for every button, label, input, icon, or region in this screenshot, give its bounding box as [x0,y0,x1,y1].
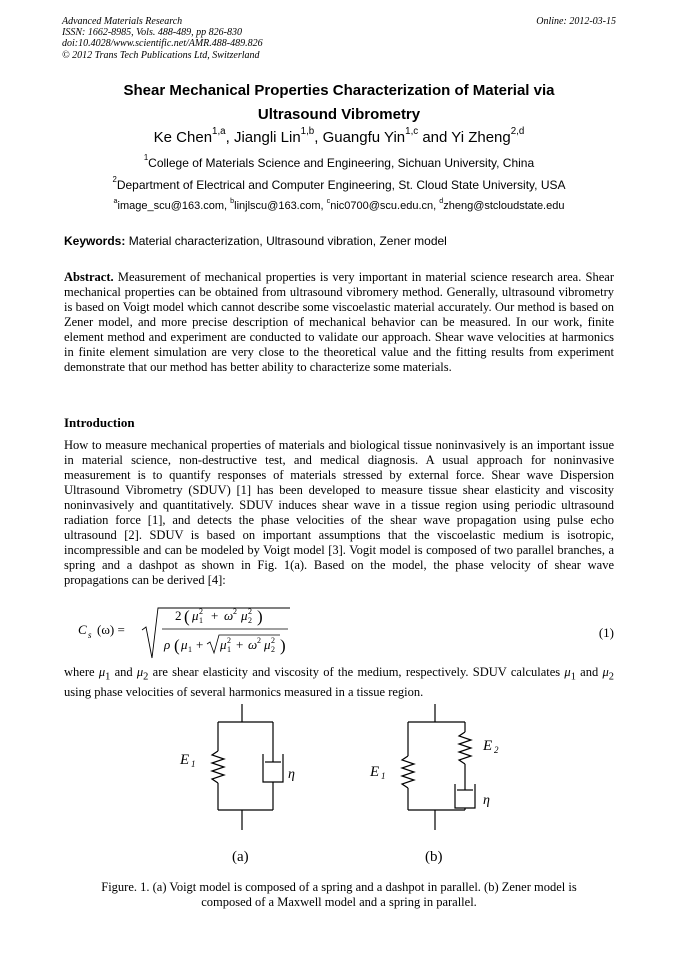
email: zheng@stcloudstate.edu [443,200,565,212]
email-mark: a [113,197,118,205]
title-line-1: Shear Mechanical Properties Characterization of Material via [123,82,555,99]
eq-sup: 2 [199,607,203,616]
intro-paragraph: How to measure mechanical properties of materials and biological tissue noninvasively is an important issue in material science, non-destructive test, and medical diagnosis. A usual approach for noninvasive measurement is to quantify responses of materials stressed by external force. Shear wave Dispersion Ultrasound Vibrometry (SDUV) [1] has been developed to measure tissue shear elasticity and viscosity noninvasively and quantitatively. SDUV induces shear wave in a tissue region using periodic ultrasound radiation force [1], and detects the phase velocities of the shear wave propagation using pulse echo ultrasound [2]. SDUV is based on important assumptions that the viscoelastic medium is isotropic, incompressible and can be modeled by Voigt model [3]. Vogit model is composed of two parallel branches, a spring and a dashpot as shown in Fig. 1(a). Based on the model, the phase velocity of shear wave propagations can be derived [4]: [64,438,614,587]
journal-header [62,16,263,61]
author-name: Yi Zheng [451,129,511,146]
eq-mu: μ [181,637,188,652]
eq-sub: 2 [271,645,275,654]
eq-sub: 2 [248,616,252,625]
eq-rho: ρ [164,637,171,652]
online-date: Online: 2012-03-15 [536,16,616,27]
label-sub: 2 [494,745,499,755]
eq-paren: ( [174,636,180,655]
author-name: Jiangli Lin [233,129,301,146]
keywords [64,234,447,248]
eq-sub: 1 [188,645,192,654]
author-separator: , [225,129,234,146]
eq-omega: ω [224,608,234,623]
subscript: 2 [143,671,149,683]
spring-symbol [402,756,414,788]
symbol-mu: μ [98,665,106,679]
eq-sup: 2 [227,636,231,645]
eq-lhs-sub: s [88,630,92,640]
caption-line: Figure. 1. (a) Voigt model is composed of a spring and a dashpot in parallel. (b) Zener model is [101,880,577,894]
author-affil-mark: 2,d [510,126,525,137]
where-paragraph [64,665,614,700]
subscript: 1 [105,671,111,683]
figure-caption [60,880,618,910]
eq-lhs-arg: (ω) = [97,622,125,637]
abstract [64,270,614,375]
equation-1 [0,600,678,664]
zener-model-diagram [402,704,475,830]
email: linjlscu@163.com, [234,200,327,212]
author-name: Guangfu Yin [322,129,406,146]
author-affil-mark: 1,c [405,126,419,137]
eq-plus: + [211,608,219,623]
text-run: are shear elasticity and viscosity of the medium, respectively. SDUV calculates [148,665,565,679]
issn: ISSN: 1662-8985, Vols. 488-489, pp 826-830 [62,27,242,39]
eq-omega: ω [248,637,258,652]
affil-text: College of Materials Science and Engineering, Sichuan University, China [148,156,535,170]
subscript: 2 [608,671,614,683]
email: nic0700@scu.edu.cn, [330,200,440,212]
label-eta: η [483,793,490,808]
affil-number: 1 [143,153,149,162]
email-mark: c [326,197,331,205]
panel-label-a: (a) [232,849,249,865]
text-run: using phase velocities of several harmonics measured in a tissue region. [64,684,424,699]
eq-sup: 2 [271,636,275,645]
abstract-label: Abstract. [64,270,114,284]
author-list [40,126,638,146]
eq-sup: 2 [257,636,261,645]
author-affil-mark: 1,a [212,126,226,137]
email-mark: d [439,197,444,205]
eq-mu: μ [220,637,227,652]
symbol-mu: μ [136,665,144,679]
email-list [40,197,638,212]
symbol-mu: μ [602,665,609,679]
label-eta: η [288,767,295,782]
email: image_scu@163.com, [117,200,231,212]
eq-sup: 2 [248,607,252,616]
abstract-text: Measurement of mechanical properties is very important in material science research area. Shear mechanical properties can be obtained from ultrasound vibromery method. Generally, ultrasound vibrometry is based on Voigt model which cannot describe some viscoelastic material accurately. Our method is based on Zener model, and more precise description of mechanical behavior can be measured. In our work, finite element method and experiment are conducted to validate our approach. Shear wave velocities at harmonics in finite element simulation are very close to the theoretical value and the fitting results from experiment demonstrate that our method has better ability to characterize some materials. [64,270,614,374]
affil-text: Department of Electrical and Computer Engineering, St. Cloud State University, USA [116,178,566,192]
title-line-2: Ultrasound Vibrometry [257,106,421,123]
affiliation-1 [40,153,638,170]
eq-sub: 1 [199,616,203,625]
text-run: where [64,665,99,679]
doi: doi:10.4028/www.scientific.net/AMR.488-489.826 [62,38,263,50]
copyright: © 2012 Trans Tech Publications Ltd, Switzerland [62,49,260,61]
eq-mu: μ [192,608,199,623]
text-run: and [110,665,137,679]
author-name: Ke Chen [153,129,213,146]
author-separator: and [418,129,452,146]
eq-paren: ) [257,607,263,626]
eq-plus: + [236,637,244,652]
eq-sub: 1 [227,645,231,654]
email-mark: b [230,197,235,205]
spring-symbol [212,751,224,783]
figure-1 [0,700,678,870]
voigt-model-diagram [212,704,283,830]
section-heading: Introduction [64,415,135,430]
eq-plus: + [196,637,204,652]
label-e2: E [483,738,493,754]
eq-paren: ) [280,636,286,655]
label-e1: E [180,752,190,768]
label-sub: 1 [191,759,196,769]
affiliation-2 [40,175,638,192]
subscript: 1 [570,671,576,683]
text-run: and [575,665,603,679]
eq-mu: μ [241,608,248,623]
spring-symbol [459,732,471,764]
author-affil-mark: 1,b [300,126,315,137]
keywords-text: Material characterization, Ultrasound vibration, Zener model [125,234,447,248]
eq-sup: 2 [233,607,237,616]
label-e1: E [370,764,380,780]
eq-paren: ( [184,607,190,626]
eq-num-2: 2 [175,608,182,623]
symbol-mu: μ [564,665,571,679]
caption-line: composed of a Maxwell model and a spring in parallel. [201,895,477,909]
equation-number: (1) [598,625,614,640]
author-separator: , [314,129,323,146]
label-sub: 1 [381,771,386,781]
eq-lhs: C [78,622,87,637]
panel-label-b: (b) [425,849,443,865]
eq-mu: μ [264,637,271,652]
keywords-label: Keywords: [64,234,126,248]
affil-number: 2 [112,175,117,184]
journal-name: Advanced Materials Research [62,16,183,27]
